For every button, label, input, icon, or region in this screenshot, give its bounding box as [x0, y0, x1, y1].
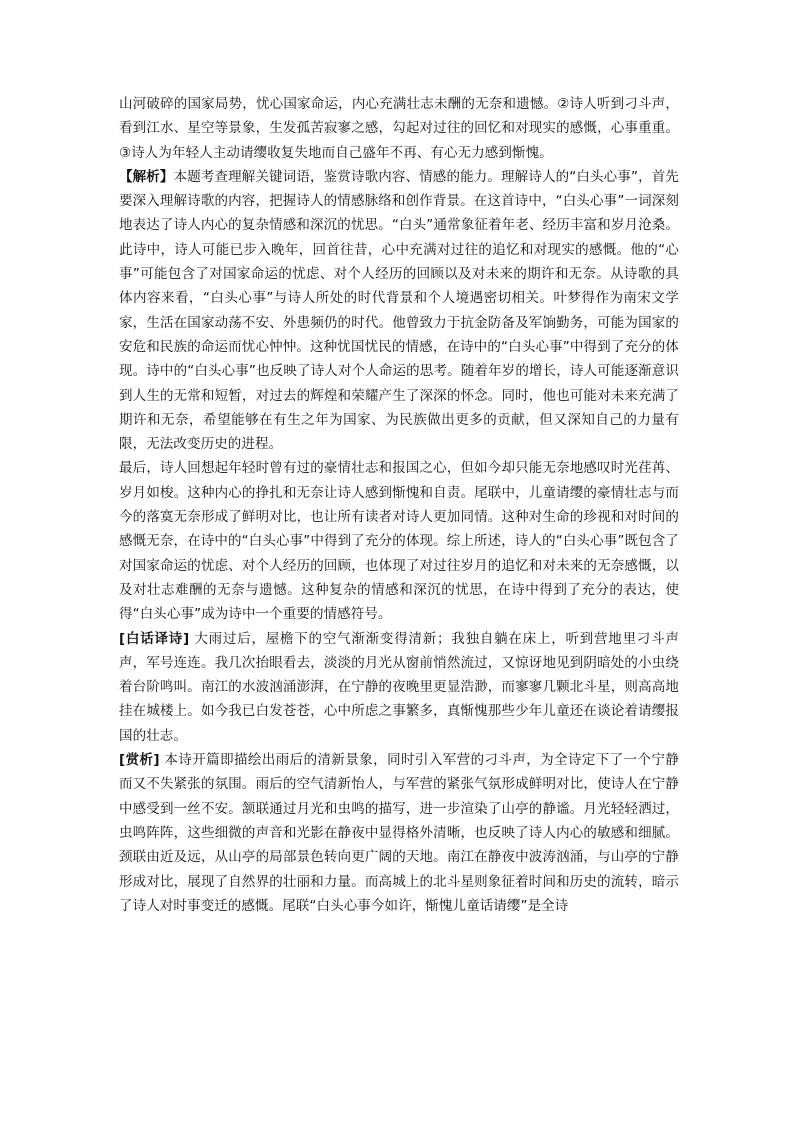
analysis-tag: 【解析】 [119, 168, 174, 185]
paragraph-text: 本诗开篇即描绘出雨后的清新景象，同时引入军营的刁斗声，为全诗定下了一个宁静而又不失紧张的氛围。雨后的空气清新怡人，与军营的紧张气氛形成鲜明对比，使诗人在宁静中感受到一丝不安。颔联通过月光和虫鸣的描写，进一步渲染了山亭的静谧。月光轻轻洒过，虫鸣阵阵，这些细微的声音和光影在静夜中显得格外清晰，也反映了诗人内心的敏感和细腻。颈联由近及远，从山亭的局部景色转向更广阔的天地。南江在静夜中波涛汹涌，与山亭的宁静形成对比，展现了自然界的壮丽和力量。而高城上的北斗星则象征着时间和历史的流转，暗示了诗人对时事变迁的感慨。尾联“白头心事今如许，惭愧儿童话请缨”是全诗 [119, 752, 679, 914]
paragraph-text: 山河破碎的国家局势，忧心国家命运，内心充满壮志未酬的无奈和遗憾。②诗人听到刁斗声，看到江水、星空等景象，生发孤苦寂寥之感，勾起对过往的回忆和对现实的感慨，心事重重。③诗人为年轻人主动请缨收复失地而自己盛年不再、有心无力感到惭愧。 [119, 96, 679, 161]
paragraph-text: 大雨过后，屋檐下的空气渐渐变得清新；我独自躺在床上，听到营地里刁斗声声，军号连连。我几次抬眼看去，淡淡的月光从窗前悄然流过，又惊讶地见到阴暗处的小虫绕着台阶鸣叫。南江的水波汹涌澎湃，在宁静的夜晚里更显浩渺，而寥寥几颗北斗星，则高高地挂在城楼上。如今我已白发苍苍，心中所虑之事繁多，真惭愧那些少年儿童还在谈论着请缨报国的壮志。 [119, 630, 679, 744]
document-body [119, 92, 679, 918]
translation-paragraph [119, 627, 679, 748]
translation-tag: [白话译诗] [119, 630, 190, 647]
analysis-paragraph [119, 165, 679, 457]
answer-continuation-paragraph [119, 92, 679, 165]
paragraph-text: 最后，诗人回想起年轻时曾有过的豪情壮志和报国之心，但如今却只能无奈地感叹时光荏苒、岁月如梭。这种内心的挣扎和无奈让诗人感到惭愧和自责。尾联中，儿童请缨的豪情壮志与而今的落寞无奈形成了鲜明对比，也让所有读者对诗人更加同情。这种对生命的珍视和对时间的感慨无奈，在诗中的“白头心事”中得到了充分的体现。综上所述，诗人的“白头心事”既包含了对国家命运的忧虑、对个人经历的回顾，也体现了对过往岁月的追忆和对未来的无奈感慨，以及对壮志难酬的无奈与遗憾。这种复杂的情感和深沉的忧思，在诗中得到了充分的表达，使得“白头心事”成为诗中一个重要的情感符号。 [119, 460, 679, 623]
appreciation-paragraph [119, 748, 679, 918]
paragraph-text: 本题考查理解关键词语，鉴赏诗歌内容、情感的能力。理解诗人的“白头心事”，首先要深入理解诗歌的内容，把握诗人的情感脉络和创作背景。在这首诗中，“白头心事”一词深刻地表达了诗人内心的复杂情感和深沉的忧思。“白头”通常象征着年老、经历丰富和岁月沧桑。此诗中，诗人可能已步入晚年，回首往昔，心中充满对过往的追忆和对现实的感慨。他的“心事”可能包含了对国家命运的忧虑、对个人经历的回顾以及对未来的期许和无奈。从诗歌的具体内容来看，“白头心事”与诗人所处的时代背景和个人境遇密切相关。叶梦得作为南宋文学家，生活在国家动荡不安、外患频仍的时代。他曾致力于抗金防备及军饷勤务，可能为国家的安危和民族的命运而忧心忡忡。这种忧国忧民的情感，在诗中的“白头心事”中得到了充分的体现。诗中的“白头心事”也反映了诗人对个人命运的思考。随着年岁的增长，诗人可能逐渐意识到人生的无常和短暂，对过去的辉煌和荣耀产生了深深的怀念。同时，他也可能对未来充满了期许和无奈，希望能够在有生之年为国家、为民族做出更多的贡献，但又深知自己的力量有限，无法改变历史的进程。 [119, 168, 679, 453]
conclusion-paragraph [119, 456, 679, 626]
appreciation-tag: [赏析] [119, 752, 160, 769]
